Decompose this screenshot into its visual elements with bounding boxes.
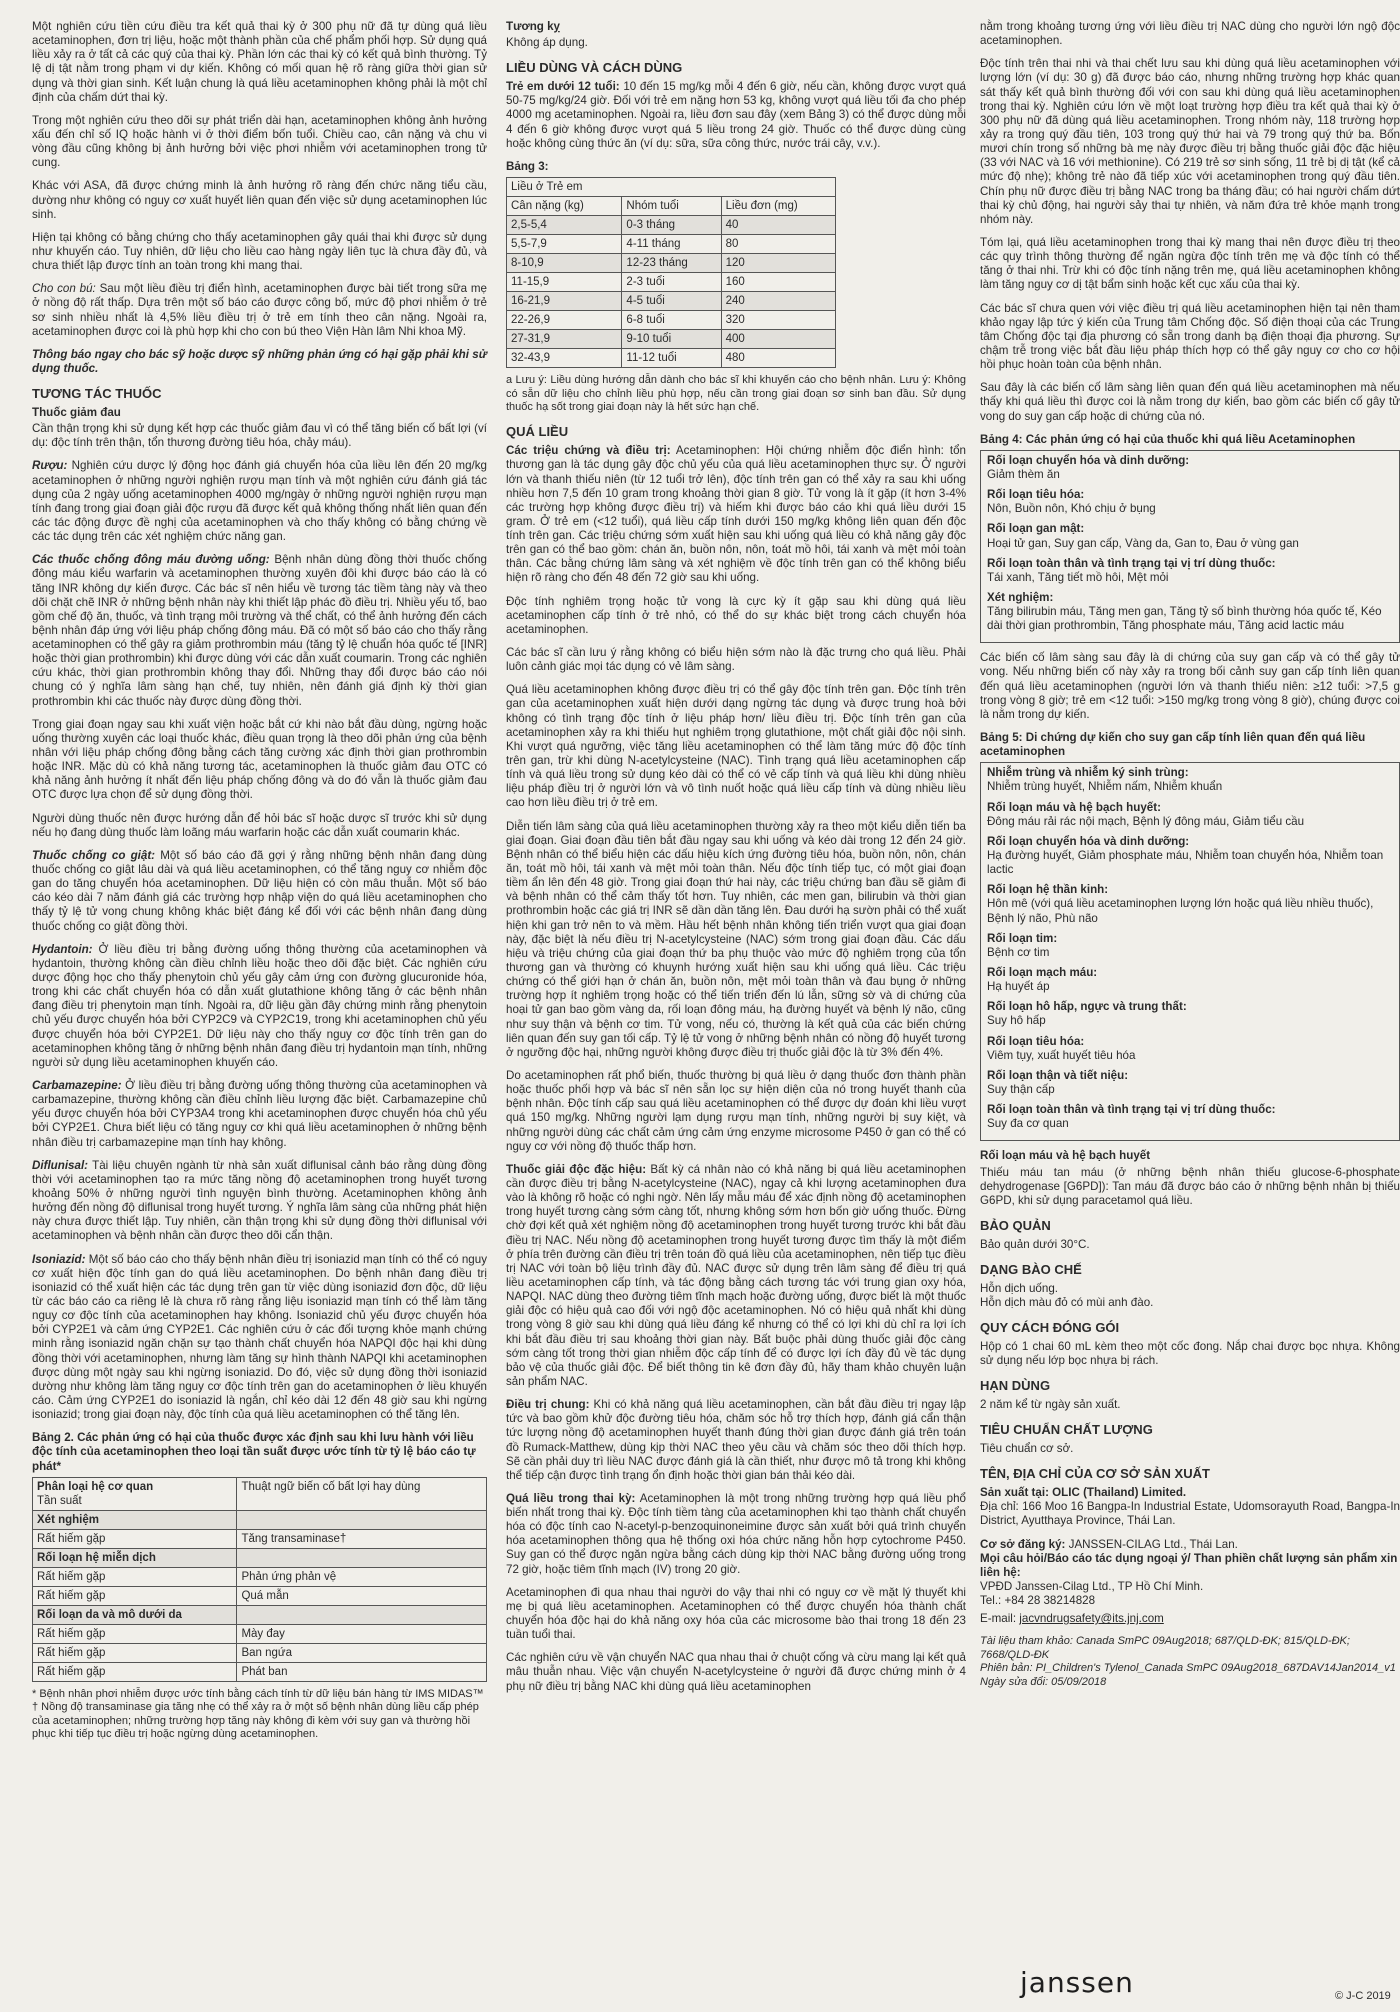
registrant bbox=[980, 1538, 1400, 1552]
group-text: Tăng bilirubin máu, Tăng men gan, Tăng tỷ số bình thường hóa quốc tế, Kéo dài thời gian prothrombin, Tăng phosphate máu, Tăng acid lactic máu bbox=[987, 605, 1382, 633]
column-2 bbox=[506, 20, 966, 1703]
adverse-reactions-table bbox=[32, 1477, 487, 1682]
table-row bbox=[33, 1662, 487, 1681]
table-header: Nhóm tuổi bbox=[622, 197, 721, 216]
table-note: a Lưu ý: Liều dùng hướng dẫn dành cho bác sĩ khi khuyến cáo cho bệnh nhân. Lưu ý: Không có sẵn dữ liệu cho chỉnh liều phù hợp, nếu cần trong giai đoạn sơ sinh ban đầu. Sử dụng thuốc hạ sốt trong giai đoạn này là hết sức hạn chế. bbox=[506, 374, 966, 413]
list-item bbox=[987, 557, 1393, 585]
paragraph: Hiện tại không có bằng chứng cho thấy acetaminophen gây quái thai khi được sử dụng như khuyến cáo. Tuy nhiên, dữ liệu cho liều cao hàng ngày liên tục là chưa đầy đủ, và chưa thiết lập được tính an toàn trong khi mang thai. bbox=[32, 230, 487, 273]
table-cell: 16-21,9 bbox=[507, 292, 622, 311]
table-cell: 12-23 tháng bbox=[622, 254, 721, 273]
table-row bbox=[33, 1624, 487, 1643]
lead-label: Rượu: bbox=[32, 459, 68, 473]
lead-label: Isoniazid: bbox=[32, 1252, 86, 1266]
sequelae-table bbox=[980, 762, 1400, 1141]
table-caption: Bảng 2. Các phản ứng có hại của thuốc được xác định sau khi lưu hành với liều độc tính của acetaminophen theo loại tần suất được ước tính từ tỷ lệ báo cáo tự phát* bbox=[32, 1431, 476, 1473]
list-item bbox=[987, 1069, 1393, 1097]
paragraph: Tiêu chuẩn cơ sở. bbox=[980, 1442, 1074, 1456]
section-heading: QUÁ LIỀU bbox=[506, 424, 569, 440]
lead-label: Hydantoin: bbox=[32, 942, 93, 956]
paragraph: Sau đây là các biến cố lâm sàng liên quan đến quá liều acetaminophen mà nếu thấy khi quá liều thì được coi là nằm trong dự kiến, bao gồm các biến cố gây tử vong do suy gan cấp hoặc di chứng của nó. bbox=[980, 381, 1400, 423]
table-row bbox=[33, 1605, 487, 1624]
table-cell: Phản ứng phản vệ bbox=[237, 1567, 487, 1586]
group-text: Hoại tử gan, Suy gan cấp, Vàng da, Gan to, Đau ở vùng gan bbox=[987, 536, 1299, 550]
list-item bbox=[987, 766, 1393, 794]
contact-line: VPĐD Janssen-Cilag Ltd., TP Hồ Chí Minh. bbox=[980, 1579, 1204, 1593]
footnote: * Bệnh nhân phơi nhiễm được ước tính bằng cách tính từ dữ liệu bán hàng từ IMS MIDAS™ bbox=[32, 1687, 484, 1700]
table-cell bbox=[237, 1605, 487, 1624]
table-cell: Rối loạn da và mô dưới da bbox=[33, 1605, 237, 1624]
paragraph: Các bác sĩ chưa quen với việc điều trị quá liều acetaminophen hiện tại nên tham khảo ngay lập tức ý kiến của Trung tâm Chống độc. Số điện thoại của các Trung tâm Chống độc tại địa phương có sẵn trong danh bạ điện thoại địa phương. Sự chậm trễ trong việc bắt đầu liệu pháp thích hợp có thể gây nguy cơ cho cơ hội hồi phục hoàn toàn của bệnh nhân. bbox=[980, 301, 1400, 372]
contact-heading: Mọi câu hỏi/Báo cáo tác dụng ngoại ý/ Than phiền chất lượng sản phẩm xin liên hệ: bbox=[980, 1551, 1398, 1579]
paragraph-text: Acetaminophen: Hội chứng nhiễm độc điển hình: tổn thương gan là tác dụng gây độc chủ yếu của quá liều acetaminophen thực sự. Ở người lớn và thanh thiếu niên (từ 12 tuổi trở lên), độc tính trên gan có thể xảy ra sau khi uống nhiều hơn 7,5 đến 10 gram trong khoảng thời gian 8 giờ. Tử vong là ít gặp (ít hơn 3-4% các trường hợp không được điều trị) và hiếm khi được báo cáo khi quá liều dưới 15 gram. Ở trẻ em (<12 tuổi), quá liều cấp tính dưới 150 mg/kg không liên quan đến độc tính trên gan. Các triệu chứng sớm xuất hiện sau khi uống quá liều có khả năng gây độc trên gan có thể bao gồm: chán ăn, buồn nôn, nôn, toát mồ hôi, tái xanh và mệt mỏi toàn thân. Các bằng chứng lâm sàng và xét nghiệm về độc tính trên gan có thể không biểu hiện rõ ràng cho đến 48 đến 72 giờ sau khi uống. bbox=[506, 444, 966, 585]
table-cell bbox=[237, 1548, 487, 1567]
list-item bbox=[987, 801, 1393, 829]
paragraph bbox=[32, 943, 487, 1070]
table-cell: Quá mẫn bbox=[237, 1586, 487, 1605]
column-1 bbox=[32, 20, 487, 1741]
group-text: Nhiễm trùng huyết, Nhiễm nấm, Nhiễm khuẩn bbox=[987, 780, 1223, 794]
paragraph bbox=[32, 282, 487, 339]
group-heading: Rối loạn chuyển hóa và dinh dưỡng: bbox=[987, 453, 1190, 467]
group-text: Nôn, Buồn nôn, Khó chịu ở bụng bbox=[987, 502, 1156, 516]
table-cell: 9-10 tuổi bbox=[622, 330, 721, 349]
list-item bbox=[987, 966, 1393, 994]
table-cell: 22-26,9 bbox=[507, 311, 622, 330]
table-row bbox=[507, 311, 836, 330]
list-item bbox=[987, 454, 1393, 482]
table-title: Liều ở Trẻ em bbox=[507, 177, 836, 196]
paragraph-text: Ở liều điều trị bằng đường uống thông thường của acetaminophen và hydantoin, thường không cần điều chỉnh liều hoặc theo dõi đặc biệt. Các nghiên cứu dược động học cho thấy phenytoin chủ yếu gây cảm ứng con đường glucuronide hóa, trong khi các chất chuyển hóa có dẫn xuất glutathione không tăng ở các bệnh nhân đang điều trị phenytoin mạn tính. Ngoài ra, dữ liệu gần đây chứng minh rằng phenytoin chủ yếu được chuyển hóa bởi CYP2C9 và CYP2C19, trong khi acetaminophen chủ yếu được chuyển hóa bởi CYP2E1. Dữ liệu này cho thấy nguy cơ độc tính trên gan do acetaminophen không tăng ở những bệnh nhân đang điều trị hydantoin mạn tính, những người sử dụng liều acetaminophen khuyến cáo. bbox=[32, 942, 487, 1069]
paragraph: Bảo quản dưới 30°C. bbox=[980, 1237, 1090, 1251]
group-text: Suy hô hấp bbox=[987, 1014, 1046, 1028]
paragraph bbox=[32, 1159, 487, 1244]
group-heading: Rối loạn hệ thần kinh: bbox=[987, 883, 1109, 897]
paragraph: Độc tính trên thai nhi và thai chết lưu sau khi dùng quá liều acetaminophen với lượng lớn (ví dụ: 30 g) đã được báo cáo, nhưng những trường hợp khác quan sát thấy kết quả bình thường đối với con sau khi dùng quá liều acetaminophen trong thai kỳ. Nghiên cứu lớn về một loạt trường hợp điều tra kết quả thai kỳ ở 300 phụ nữ đã dùng quá liều acetaminophen. Trong nhóm này, 118 trường hợp xảy ra trong quý đầu tiên, 103 trong quý thứ hai và 79 trong quý thứ ba. Bốn mươi chín trong số những bà mẹ này được điều trị bằng thuốc giải độc đặc hiệu (33 với NAC và 16 với methionine). Có 219 trẻ sơ sinh sống, 11 trẻ bị dị tật (kể cả mức độ nhẹ); không trẻ nào đã tiếp xúc với acetaminophen trong quý đầu tiên. Chín phụ nữ được điều trị bằng NAC trong ba tháng đầu; có hai người chấm dứt thai kỳ chủ động, hai người sảy thai tự nhiên, và năm đứa trẻ khỏe mạnh trong nhóm này. bbox=[980, 57, 1400, 226]
group-text: Suy thận cấp bbox=[987, 1083, 1055, 1096]
email-label: E-mail: bbox=[980, 1612, 1020, 1626]
paragraph bbox=[506, 1163, 966, 1389]
paragraph: Khác với ASA, đã được chứng minh là ảnh hưởng rõ ràng đến chức năng tiểu cầu, dường như không có nguy cơ xuất huyết liên quan đến việc sử dụng acetaminophen lúc sinh. bbox=[32, 179, 487, 221]
list-item bbox=[987, 883, 1393, 925]
group-text: Hôn mê (với quá liều acetaminophen lượng lớn hoặc quá liều nhiều thuốc), Bệnh lý não, Phù não bbox=[987, 897, 1374, 925]
table-cell: 32-43,9 bbox=[507, 349, 622, 368]
paragraph: Các biến cố lâm sàng sau đây là di chứng của suy gan cấp và có thể gây tử vong. Nếu những biến cố này xảy ra trong bối cảnh suy gan cấp tính liên quan đến quá liều acetaminophen (người lớn và thanh thiếu niên: ≥12 tuổi: >7,5 g trong vòng 8 giờ; trẻ em <12 tuổi: >150 mg/kg trong vòng 8 giờ), chúng được coi là nằm trong dự kiến. bbox=[980, 651, 1400, 721]
table-cell: 5,5-7,9 bbox=[507, 235, 622, 254]
lead-label: Thuốc chống co giật: bbox=[32, 848, 156, 862]
paragraph: Trong một nghiên cứu theo dõi sự phát triển dài hạn, acetaminophen không ảnh hưởng xấu đến chỉ số IQ hoặc hành vi ở thời điểm bốn tuổi. Chiều cao, cân nặng và chu vi vòng đầu cũng không bị ảnh hưởng bởi việc phơi nhiễm với acetaminophen trong tử cung. bbox=[32, 113, 487, 170]
paragraph bbox=[32, 1079, 487, 1150]
table-cell: 2-3 tuổi bbox=[622, 273, 721, 292]
paragraph-text: Khi có khả năng quá liều acetaminophen, cần bắt đầu điều trị ngay lập tức và bao gồm khử độc đường tiêu hóa, chăm sóc hỗ trợ thích hợp, đánh giá cẩn thận tức lượng nồng độ acetaminophen huyết thanh đúng thời gian được đánh giá trên toán đồ Rumack-Matthew, dùng kịp thời NAC theo yêu cầu và chăm sóc theo dõi thích hợp. Sẽ cần phải duy trì liều NAC được đánh giá là cần thiết, như được mô tả trong khi không thể tiếp cận được tình trạng ổn định hoặc thời gian bán thải kéo dài. bbox=[506, 1398, 966, 1482]
list-item bbox=[987, 522, 1393, 550]
lead-label: Điều trị chung: bbox=[506, 1398, 590, 1412]
table-cell: Rất hiếm gặp bbox=[33, 1567, 237, 1586]
pediatric-dose-table bbox=[506, 177, 836, 368]
table-row bbox=[33, 1510, 487, 1529]
subheading: Thuốc giảm đau bbox=[32, 405, 121, 419]
section-heading: LIỀU DÙNG VÀ CÁCH DÙNG bbox=[506, 60, 683, 76]
group-text: Giảm thèm ăn bbox=[987, 467, 1060, 481]
table-cell: 11-15,9 bbox=[507, 273, 622, 292]
table-cell bbox=[237, 1510, 487, 1529]
table-cell: 2,5-5,4 bbox=[507, 216, 622, 235]
table-cell: 6-8 tuổi bbox=[622, 311, 721, 330]
paragraph: Do acetaminophen rất phổ biến, thuốc thường bị quá liều ở dạng thuốc đơn thành phần hoặc thuốc phối hợp và bác sĩ nên sẵn lọc sự hiện diện của nó trong huyết thanh của bệnh nhân. Độc tính cấp sau quá liều acetaminophen có thể được dự đoán khi liều vượt quá 150 mg/kg. Những người lạm dụng rượu mạn tính, những người bị suy kiệt, và những người dùng các chất cảm ứng cảm ứng enzyme microsome P450 ở gan có thể có nguy cơ với nồng độ thuốc thấp hơn. bbox=[506, 1068, 966, 1153]
table-header: Liều đơn (mg) bbox=[721, 197, 835, 216]
paragraph: nằm trong khoảng tương ứng với liều điều trị NAC dùng cho người lớn ngộ độc acetaminophen. bbox=[980, 20, 1400, 48]
paragraph-text: Acetaminophen là một trong những trường hợp quá liều phổ biến nhất trong thai kỳ. Độc tính tiềm tàng của acetaminophen khi tạo thành chất chuyển hóa có độc tính cao N-acetyl-p-benzoquinoneimine được sản xuất bởi quá trình chuyển hóa acetaminophen thông qua hệ thống oxi hóa chức năng hỗn hợp cytochrome P450. Suy gan có thể được ngăn ngừa bằng cách dùng kịp thời NAC bằng đường uống trong 72 giờ, hoặc tiêm tĩnh mạch (IV) trong 20 giờ. bbox=[506, 1491, 966, 1576]
group-text: Hạ đường huyết, Giảm phosphate máu, Nhiễm toan chuyển hóa, Nhiễm toan lactic bbox=[987, 849, 1384, 877]
paragraph bbox=[506, 1398, 966, 1483]
paragraph-text: Bệnh nhân dùng đồng thời thuốc chống đông máu kiểu warfarin và acetaminophen thường xuyên đôi khi được báo cáo là có tăng INR không dự kiến được. Các bác sĩ nên hiểu về tương tác tiềm tàng này và theo dõi chặt chẽ INR ở những bệnh nhân này khi thiết lập phác đồ điều trị. Nhiều yếu tố, bao gồm chế độ ăn, thuốc, và tình trạng môi trường và thể chất, có thể ảnh hưởng đến cách bệnh nhân đáp ứng với liệu pháp chống đông máu. Đã có một số báo cáo cho thấy rằng acetaminophen có thể gây ra giảm prothrombin máu (tăng tỷ lệ chuẩn hóa quốc tế [INR] hoặc thời gian prothrombin) khi được dùng với các dẫn xuất coumarin. Trong các nghiên cứu khác, thời gian prothrombin không thay đổi. Những thay đổi được báo cáo nói chung có ý nghĩa lâm sàng hạn chế, tuy nhiên, nên đánh giá định kỳ thời gian prothrombin khi các thuốc này được dùng đồng thời. bbox=[32, 553, 487, 708]
table-cell: Rất hiếm gặp bbox=[33, 1643, 237, 1662]
paragraph bbox=[32, 849, 487, 934]
table-cell: 4-11 tháng bbox=[622, 235, 721, 254]
table-cell: 80 bbox=[721, 235, 835, 254]
table-cell: 40 bbox=[721, 216, 835, 235]
lead-label: Các thuốc chống đông máu đường uống: bbox=[32, 553, 270, 567]
group-heading: Rối loạn thận và tiết niệu: bbox=[987, 1068, 1129, 1082]
table-row bbox=[507, 216, 836, 235]
list-item bbox=[987, 591, 1393, 633]
group-heading: Rối loạn gan mật: bbox=[987, 522, 1085, 536]
table-row bbox=[507, 235, 836, 254]
group-heading: Rối loạn toàn thân và tình trạng tại vị trí dùng thuốc: bbox=[987, 1103, 1276, 1117]
paragraph: Các bác sĩ cần lưu ý rằng không có biểu hiện sớm nào là đặc trưng cho quá liều. Phải luôn cảnh giác mọi tác dụng có vẻ lâm sàng. bbox=[506, 646, 966, 674]
table-row bbox=[507, 330, 836, 349]
table-caption: Bảng 3: bbox=[506, 159, 549, 173]
lead-label: Cơ sở đăng ký: bbox=[980, 1537, 1066, 1551]
group-heading: Rối loạn chuyển hóa và dinh dưỡng: bbox=[987, 834, 1190, 848]
paragraph: Hỗn dịch màu đỏ có mùi anh đào. bbox=[980, 1295, 1154, 1309]
group-text: Suy đa cơ quan bbox=[987, 1117, 1069, 1131]
group-heading: Rối loạn tiêu hóa: bbox=[987, 488, 1085, 502]
paragraph-text: Nghiên cứu dược lý động học đánh giá chuyển hóa của liều lên đến 20 mg/kg acetaminophen ở những người nghiện rượu mạn tính và một nghiên cứu đánh giá tác dụng của 2 ngày uống acetaminophen 4000 mg/ngày ở những người nghiện rượu mạn tính đang trong giai đoạn giải độc rượu đã được kết quả không thống nhất liên quan đến các tác động được đề nghị của acetaminophen và cho thấy không có bằng chứng về các tác dụng trên các xét nghiệm chức năng gan. bbox=[32, 459, 487, 544]
table-row bbox=[33, 1567, 487, 1586]
table-cell: Rất hiếm gặp bbox=[33, 1529, 237, 1548]
table-cell: 320 bbox=[721, 311, 835, 330]
group-text: Đông máu rải rác nội mạch, Bệnh lý đông máu, Giảm tiểu cầu bbox=[987, 814, 1305, 828]
section-heading: TIÊU CHUẨN CHẤT LƯỢNG bbox=[980, 1422, 1153, 1438]
paragraph bbox=[32, 1253, 487, 1423]
section-heading: HẠN DÙNG bbox=[980, 1378, 1051, 1394]
section-heading: BẢO QUẢN bbox=[980, 1217, 1051, 1233]
paragraph: Người dùng thuốc nên được hướng dẫn để hỏi bác sĩ hoặc dược sĩ trước khi sử dụng nếu họ đang dùng thuốc làm loãng máu warfarin hoặc các dẫn xuất coumarin khác. bbox=[32, 811, 487, 839]
paragraph: Cần thận trọng khi sử dụng kết hợp các thuốc giảm đau vì có thể tăng biến cố bất lợi (ví dụ: độc tính trên thận, tổn thương đường tiêu hóa, chảy máu). bbox=[32, 422, 487, 450]
table-cell: 160 bbox=[721, 273, 835, 292]
paragraph bbox=[506, 80, 966, 151]
section-heading: TƯƠNG TÁC THUỐC bbox=[32, 386, 162, 402]
table-cell: 400 bbox=[721, 330, 835, 349]
group-text: Viêm tụy, xuất huyết tiêu hóa bbox=[987, 1048, 1136, 1062]
table-header: Cân nặng (kg) bbox=[507, 197, 622, 216]
group-heading: Rối loạn mạch máu: bbox=[987, 966, 1098, 980]
list-item bbox=[987, 1000, 1393, 1028]
paragraph: Các nghiên cứu về vận chuyển NAC qua nhau thai ở chuột cống và cừu mang lại kết quả mâu thuẫn nhau. Việc vận chuyển N-acetylcysteine ở người đã được chứng minh ở 4 phụ nữ điều trị bằng NAC khi dùng quá liều acetaminophen bbox=[506, 1651, 966, 1693]
header-label: Phân loại hệ cơ quan bbox=[37, 1480, 154, 1493]
table-cell: Rất hiếm gặp bbox=[33, 1662, 237, 1681]
table-cell: 4-5 tuổi bbox=[622, 292, 721, 311]
group-heading: Rối loạn tiêu hóa: bbox=[987, 1034, 1085, 1048]
warning-note: Thông báo ngay cho bác sỹ hoặc dược sỹ những phản ứng có hại gặp phải khi sử dụng thuốc. bbox=[32, 347, 487, 375]
table-row bbox=[507, 254, 836, 273]
group-text: Hạ huyết áp bbox=[987, 980, 1050, 994]
lead-label: Quá liều trong thai kỳ: bbox=[506, 1491, 636, 1505]
paragraph: Diễn tiến lâm sàng của quá liều acetaminophen thường xảy ra theo một kiểu diễn tiến ba giai đoạn. Giai đoạn đầu tiên bắt đầu ngay sau khi uống và kéo dài trong 12 đến 24 giờ. Bệnh nhân có thể biểu hiện các dấu hiệu kích ứng đường tiêu hóa, buồn nôn, nôn, chán ăn, toát mồ hôi, tái xanh và mệt mỏi toàn thân. Nếu độc tính tiếp tục, có một giai đoạn tiềm ẩn lên đến 48 giờ. Trong giai đoạn thứ hai này, các triệu chứng ban đầu sẽ giảm đi và bệnh nhân có thể cảm thấy tốt hơn. Tuy nhiên, các men gan, bilirubin và thời gian prothrombin hoặc các giá trị INR sẽ dần dần tăng lên. Đau dưới hạ sườn phải có thể xuất hiện khi gan trở nên to và mềm. Hầu hết bệnh nhân không tiến triển vượt qua giai đoạn này, đặc biệt là nếu điều trị N-acetylcysteine (NAC) sớm trong giai đoạn đầu. Các dấu hiệu và triệu chứng của giai đoạn thứ ba phụ thuộc vào mức độ nghiêm trọng của tổn thương gan và thường có khuynh hướng xuất hiện sau khi uống quá liều. Các triệu chứng có thể giới hạn ở chán ăn, buồn nôn, mệt mỏi toàn thân và đau bụng ở những trường hợp ít nghiêm trọng hoặc có thể tiến triển đến lú lẫn, sững sờ và di chứng của hoại tử gan bao gồm vàng da, rối loạn đông máu, hạ đường huyết và bệnh lý não, cũng như suy thận và bệnh cơ tim. Tử vong, nếu có, thường là kết quả của các biến chứng liên quan đến suy gan tối cấp. Tỷ lệ tử vong ở những bệnh nhân có nồng độ huyết tương ở ngưỡng độc hại, những người không được điều trị thuốc giải độc là từ 3% đến 4%. bbox=[506, 819, 966, 1059]
group-heading: Rối loạn tim: bbox=[987, 931, 1058, 945]
group-heading: Rối loạn hô hấp, ngực và trung thất: bbox=[987, 1000, 1187, 1014]
list-item bbox=[987, 1103, 1393, 1131]
email-link[interactable]: jacvndrugsafety@its.jnj.com bbox=[1019, 1612, 1164, 1626]
table-cell: 27-31,9 bbox=[507, 330, 622, 349]
lead-label: Diflunisal: bbox=[32, 1158, 89, 1172]
paragraph: 2 năm kể từ ngày sản xuất. bbox=[980, 1398, 1121, 1412]
table-row bbox=[33, 1529, 487, 1548]
paragraph-text: Tài liệu chuyên ngành từ nhà sản xuất diflunisal cảnh báo rằng dùng đồng thời với acetaminophen tạo ra mức tăng nồng độ acetaminophen trong huyết tương khoảng 50% ở những người tình nguyện bình thường. Acetaminophen không ảnh hưởng đến nồng độ diflunisal trong huyết tương. Ý nghĩa lâm sàng của những phát hiện này chưa được thiết lập. Tuy nhiên, cần thận trọng khi sử dụng đồng thời diflunisal với acetaminophen và bệnh nhân cần được theo dõi cẩn thận. bbox=[32, 1158, 487, 1243]
contact-email-line bbox=[980, 1612, 1400, 1626]
table-cell: 0-3 tháng bbox=[622, 216, 721, 235]
paragraph: Tóm lại, quá liều acetaminophen trong thai kỳ mang thai nên được điều trị theo các quy trình thông thường để ngăn ngừa độc tính trên mẹ và độc tính có thể tăng ở thai nhi. Trừ khi có độc tính nặng trên mẹ, quá liều acetaminophen không làm tăng nguy cơ dị tật bẩm sinh hoặc kết cục xấu của thai kỳ. bbox=[980, 235, 1400, 292]
table-cell: 8-10,9 bbox=[507, 254, 622, 273]
table-cell: 120 bbox=[721, 254, 835, 273]
reference-line: Tài liệu tham khảo: Canada SmPC 09Aug2018; 687/QLD-ĐK; 815/QLD-ĐK; 7668/QLD-ĐK bbox=[980, 1635, 1350, 1661]
table-row bbox=[33, 1643, 487, 1662]
table-row bbox=[33, 1548, 487, 1567]
list-item bbox=[987, 932, 1393, 960]
paragraph-text: Bất kỳ cá nhân nào có khả năng bị quá liều acetaminophen cần được điều trị bằng N-acetylcysteine (NAC), ngay cả khi lượng acetaminophen đưa vào là không rõ hoặc có nghi ngờ. Nên lấy mẫu máu để xác định nồng độ acetaminophen trong huyết tương càng sớm càng tốt, nhưng không sớm hơn bốn giờ uống thuốc. Đừng chờ đợi kết quả xét nghiệm nồng độ acetaminophen trong huyết tương trước khi bắt đầu điều trị NAC. Nếu nồng độ acetaminophen trong huyết tương được tìm thấy là một điểm ở phía trên đường cần điều trị trên toán đồ quá liều của acetaminophen, nên tiếp tục điều trị NAC với toàn bộ liệu trình đầy đủ. NAC được sử dụng trên lâm sàng để điều trị quá liều acetaminophen cấp tính, và tác động bằng cách tương tác với trung gian oxy hóa, NAPQI. NAC dùng theo đường tiêm tĩnh mạch hoặc đường uống, được biết là một thuốc giải độc có hiệu quả cao đối với ngộ độc acetaminophen. Nó có hiệu quả nhất khi dùng trong vòng 8 giờ sau khi dùng quá liều đáng kể nhưng có thể có lợi khi dù chỉ ra lợi ích khi bắt đầu điều trị sau khoảng thời gian này. Bất buộc phải dùng thuốc giải độc càng sớm càng tốt trong thời gian nhiễm độc cấp tính để có được lợi ích đầy đủ về tác dụng bảo vệ của thuốc giải độc. Để biết thông tin kê đơn đầy đủ, hãy tham khảo chuyên luận sản phẩm NAC. bbox=[506, 1162, 966, 1388]
table-cell: Ban ngứa bbox=[237, 1643, 487, 1662]
contact-phone: Tel.: +84 28 38214828 bbox=[980, 1594, 1096, 1608]
table-header: Thuật ngữ biến cố bất lợi hay dùng bbox=[237, 1477, 487, 1510]
paragraph: Acetaminophen đi qua nhau thai người do vậy thai nhi có nguy cơ về mặt lý thuyết khi mẹ bị quá liều acetaminophen. Acetaminophen có thể được chuyển hóa thành chất chuyển hóa độc hại do khả năng oxy hóa của các microsome bào thai trong 18 đến 23 tuần tuổi thai. bbox=[506, 1585, 966, 1642]
subheading: Tương kỵ bbox=[506, 20, 561, 33]
table-body bbox=[507, 216, 836, 368]
paragraph: Thiếu máu tan máu (ở những bệnh nhân thiếu glucose-6-phosphate dehydrogenase [G6PD]): Tan máu đã được báo cáo ở những bệnh nhân bị thiếu G6PD, khi sử dụng paracetamol quá liều. bbox=[980, 1165, 1400, 1207]
subheading: Rối loạn máu và hệ bạch huyết bbox=[980, 1149, 1151, 1163]
table-cell: 240 bbox=[721, 292, 835, 311]
column-3 bbox=[980, 20, 1400, 1689]
group-heading: Rối loạn máu và hệ bạch huyết: bbox=[987, 800, 1161, 814]
table-cell: Tăng transaminase† bbox=[237, 1529, 487, 1548]
header-sublabel: Tần suất bbox=[37, 1494, 82, 1507]
paragraph: Độc tính nghiêm trọng hoặc tử vong là cực kỳ ít gặp sau khi dùng quá liều acetaminophen cấp tính ở trẻ nhỏ, có thể do sự khác biệt trong cách chuyển hóa acetaminophen. bbox=[506, 594, 966, 636]
paragraph bbox=[506, 444, 966, 585]
group-text: Bệnh cơ tim bbox=[987, 945, 1050, 959]
table-cell: Rất hiếm gặp bbox=[33, 1624, 237, 1643]
lead-label: Trẻ em dưới 12 tuổi: bbox=[506, 80, 620, 94]
table-cell: 11-12 tuổi bbox=[622, 349, 721, 368]
paragraph: Trong giai đoạn ngay sau khi xuất viện hoặc bắt cứ khi nào bắt đầu dùng, ngừng hoặc uống thường xuyên các loại thuốc khác, điều quan trọng là theo dõi phản ứng của bệnh nhân với liệu pháp chống đông bằng cách tăng cường xác định thời gian prothrombin hoặc INR. Mặc dù có khả năng tương tác, acetaminophen là thuốc giảm đau OTC có khả năng ảnh hưởng ít nhất đến liệu pháp chống đông và do đó vẫn là thuốc giảm đau OTC được lựa chọn để sử dụng đồng thời. bbox=[32, 717, 487, 802]
paragraph: Hộp có 1 chai 60 mL kèm theo một cốc đong. Nắp chai được bọc nhựa. Không sử dụng nếu lớp bọc nhựa bị rách. bbox=[980, 1339, 1400, 1368]
group-heading: Xét nghiệm: bbox=[987, 590, 1054, 604]
table-cell: Rối loạn hệ miễn dịch bbox=[33, 1548, 237, 1567]
table-cell: 480 bbox=[721, 349, 835, 368]
list-item bbox=[987, 488, 1393, 516]
paragraph-text: 10 đến 15 mg/kg mỗi 4 đến 6 giờ, nếu cần, không được vượt quá 50-75 mg/kg/24 giờ. Đối với trẻ em nặng hơn 53 kg, không vượt quá liều tối đa cho phép 4000 mg acetaminophen. Ngoài ra, liều đơn sau đây (xem Bảng 3) có thể được dùng mỗi 4 đến 6 giờ không được vượt quá 5 liều trong 24 giờ. Thuốc có thể được dùng cùng hoặc không cùng thức ăn (ví dụ: sữa, sữa công thức, nước trái cây, v.v.). bbox=[506, 80, 966, 150]
table-cell: Xét nghiệm bbox=[33, 1510, 237, 1529]
section-heading: DẠNG BÀO CHẾ bbox=[980, 1261, 1082, 1277]
manufacturer-address: Địa chỉ: 166 Moo 16 Bangpa-In Industrial Estate, Udomsorayuth Road, Bangpa-In District, Ayutthaya Province, Thái Lan. bbox=[980, 1500, 1400, 1528]
overdose-reactions-table bbox=[980, 450, 1400, 644]
paragraph: Không áp dụng. bbox=[506, 36, 588, 50]
table-caption: Bảng 5: Di chứng dự kiến cho suy gan cấp tính liên quan đến quá liều acetaminophen bbox=[980, 731, 1366, 759]
table-cell: Phát ban bbox=[237, 1662, 487, 1681]
manufacturer-name: Sản xuất tại: OLIC (Thailand) Limited. bbox=[980, 1486, 1187, 1500]
group-text: Tái xanh, Tăng tiết mồ hôi, Mệt mỏi bbox=[987, 570, 1169, 584]
footnote: † Nồng độ transaminase gia tăng nhẹ có thể xảy ra ở một số bệnh nhân dùng liều cấp phép của acetaminophen; những trường hợp tăng này không đi kèm với suy gan và thường hồi phục khi tiếp tục điều trị hoặc ngừng dùng acetaminophen. bbox=[32, 1701, 479, 1741]
version-line: Phiên bản: PI_Children's Tylenol_Canada SmPC 09Aug2018_687DAV14Jan2014_v1 bbox=[980, 1662, 1396, 1675]
lead-label: Các triệu chứng và điều trị: bbox=[506, 444, 671, 458]
group-heading: Nhiễm trùng và nhiễm ký sinh trùng: bbox=[987, 766, 1189, 780]
revision-date: Ngày sửa đổi: 05/09/2018 bbox=[980, 1675, 1107, 1688]
table-cell: Rất hiếm gặp bbox=[33, 1586, 237, 1605]
paragraph-text: Một số báo cáo cho thấy bệnh nhân điều trị isoniazid mạn tính có thể có nguy cơ xuất hiện độc tính gan do quá liều acetaminophen. Do bệnh nhân đang điều trị isoniazid có thể xuất hiện các tác dụng trên gan từ việc dùng isoniazid đơn độc, dữ liệu từ các báo cáo ca riêng lẻ là chưa rõ ràng rằng liệu isoniazid mạn tính có thể làm tăng nguy cơ độc tính của acetaminophen hay không. Isoniazid chủ yếu được chuyển hóa bởi CYP2E1 và cảm ứng CYP2E1. Các nghiên cứu ở các đối tượng khỏe mạnh chứng minh rằng isoniazid ngăn chặn sự tạo thành chất chuyển hóa NAPQI độc hại khi dùng đồng thời với acetaminophen, nhưng làm tăng sự hình thành NAPQI khi acetaminophen được dùng một ngày sau khi ngừng isoniazid. Do đó, việc sử dụng đồng thời isoniazid dường như không làm tăng nguy cơ độc tính trên gan do acetaminophen ở liều khuyến cáo. Cảm ứng CYP2E1 do isoniazid là ngắn, chỉ kéo dài 12 đến 48 giờ sau khi ngừng isoniazid; trong giai đoạn này, độc tính của quá liều acetaminophen có thể tăng lên. bbox=[32, 1252, 487, 1422]
paragraph: Hỗn dịch uống. bbox=[980, 1281, 1058, 1295]
paragraph: Một nghiên cứu tiền cứu điều tra kết quả thai kỳ ở 300 phụ nữ đã tự dùng quá liều acetaminophen, đơn trị liệu, hoặc một thành phần của chế phẩm phối hợp. Sử dụng quá liều xảy ra ở tất cả các quý của thai kỳ. Phần lớn các thai kỳ có kết quả bình thường. Tỷ lệ dị tật nằm trong phạm vi dự kiến. Không có mối quan hệ rõ ràng giữa thời gian sử dụng và thời gian sinh. Kết luận chung là quá liều acetaminophen không phải là một chỉ định của chấm dứt thai kỳ. bbox=[32, 20, 487, 104]
list-item bbox=[987, 835, 1393, 877]
janssen-logo: janssen bbox=[1020, 1966, 1134, 1999]
paragraph-text: Ở liều điều trị bằng đường uống thông thường của acetaminophen và carbamazepine, thường không cần điều chỉnh liều lượng đặc biệt. Carbamazepine chủ yếu được chuyển hóa bởi CYP3A4 trong khi acetaminophen được chuyển hóa chủ yếu bởi CYP2E1. Chưa biết liệu có tăng nguy cơ khi quá liều acetaminophen ở những bệnh nhân điều trị carbamazepine mạn tính hay không. bbox=[32, 1079, 487, 1149]
table-row bbox=[507, 292, 836, 311]
lead-label: Thuốc giải độc đặc hiệu: bbox=[506, 1162, 647, 1176]
lead-label: Cho con bú: bbox=[32, 282, 96, 296]
paragraph-text: Sau một liều điều trị điển hình, acetaminophen được bài tiết trong sữa mẹ ở nồng độ rất thấp. Dựa trên một số báo cáo được công bố, mức độ phơi nhiễm ở trẻ sơ sinh nhiều nhất là 4,5% liều điều trị ở trẻ em tính theo cân nặng. Ngoài ra, acetaminophen được coi là phù hợp khi cho con bú theo Viện Hàn lâm Nhi khoa Mỹ. bbox=[32, 282, 488, 338]
paragraph-text: Một số báo cáo đã gợi ý rằng những bệnh nhân đang dùng thuốc chống co giật lâu dài và quá liều acetaminophen, có thể tăng nguy cơ nhiễm độc gan do tăng chuyển hóa acetaminophen. Dữ liệu hiện có còn mâu thuẫn. Một số báo cáo kéo dài 7 năm đánh giá các trường hợp nhập viện do quá liều acetaminophen cho thấy tỷ lệ tử vong chung không khác biệt đáng kể đối với các bệnh nhân đang dùng thuốc chống co giật đồng thời. bbox=[32, 848, 487, 933]
group-heading: Rối loạn toàn thân và tình trạng tại vị trí dùng thuốc: bbox=[987, 556, 1276, 570]
paragraph bbox=[506, 1492, 966, 1577]
paragraph bbox=[32, 553, 487, 709]
table-body bbox=[33, 1510, 487, 1681]
table-row bbox=[33, 1586, 487, 1605]
list-item bbox=[987, 1035, 1393, 1063]
section-heading: TÊN, ĐỊA CHỈ CỦA CƠ SỞ SẢN XUẤT bbox=[980, 1466, 1210, 1482]
table-cell: Mày đay bbox=[237, 1624, 487, 1643]
table-row bbox=[507, 273, 836, 292]
section-heading: QUY CÁCH ĐÓNG GÓI bbox=[980, 1320, 1120, 1336]
registrant-name: JANSSEN-CILAG Ltd., Thái Lan. bbox=[1065, 1537, 1238, 1551]
paragraph bbox=[32, 459, 487, 544]
table-row bbox=[507, 349, 836, 368]
table-header bbox=[33, 1477, 237, 1510]
paragraph: Quá liều acetaminophen không được điều trị có thể gây độc tính trên gan. Độc tính trên gan của acetaminophen xuất hiện dưới dạng ngừng tác dụng và được trung hoà bởi không có tình trạng độc tính ở liệu pháp hơn/ liều điều trị. Độc tính trên gan của acetaminophen xảy ra khi thiếu hụt nghiêm trọng glutathione, một chất giải độc nội sinh. Khi vượt quá ngưỡng, việc tăng liều acetaminophen có thể làm tăng mức độ độc tính trên gan, trừ khi dùng N-acetylcysteine (NAC). Tình trạng quá liều acetaminophen cấp tính và quá liều trong sử dụng kéo dài có thể có vẻ cấp tính và quá liều khi dùng nhiều liệu pháp điều trị ở người lớn và vô tình nuốt hoặc quá liều cấp tính và dùng nhiều liều cao hơn liều điều trị ở trẻ em. bbox=[506, 683, 966, 810]
copyright: © J-C 2019 bbox=[1335, 1990, 1391, 2002]
lead-label: Carbamazepine: bbox=[32, 1079, 122, 1092]
table-caption: Bảng 4: Các phản ứng có hại của thuốc khi quá liều Acetaminophen bbox=[980, 432, 1356, 446]
